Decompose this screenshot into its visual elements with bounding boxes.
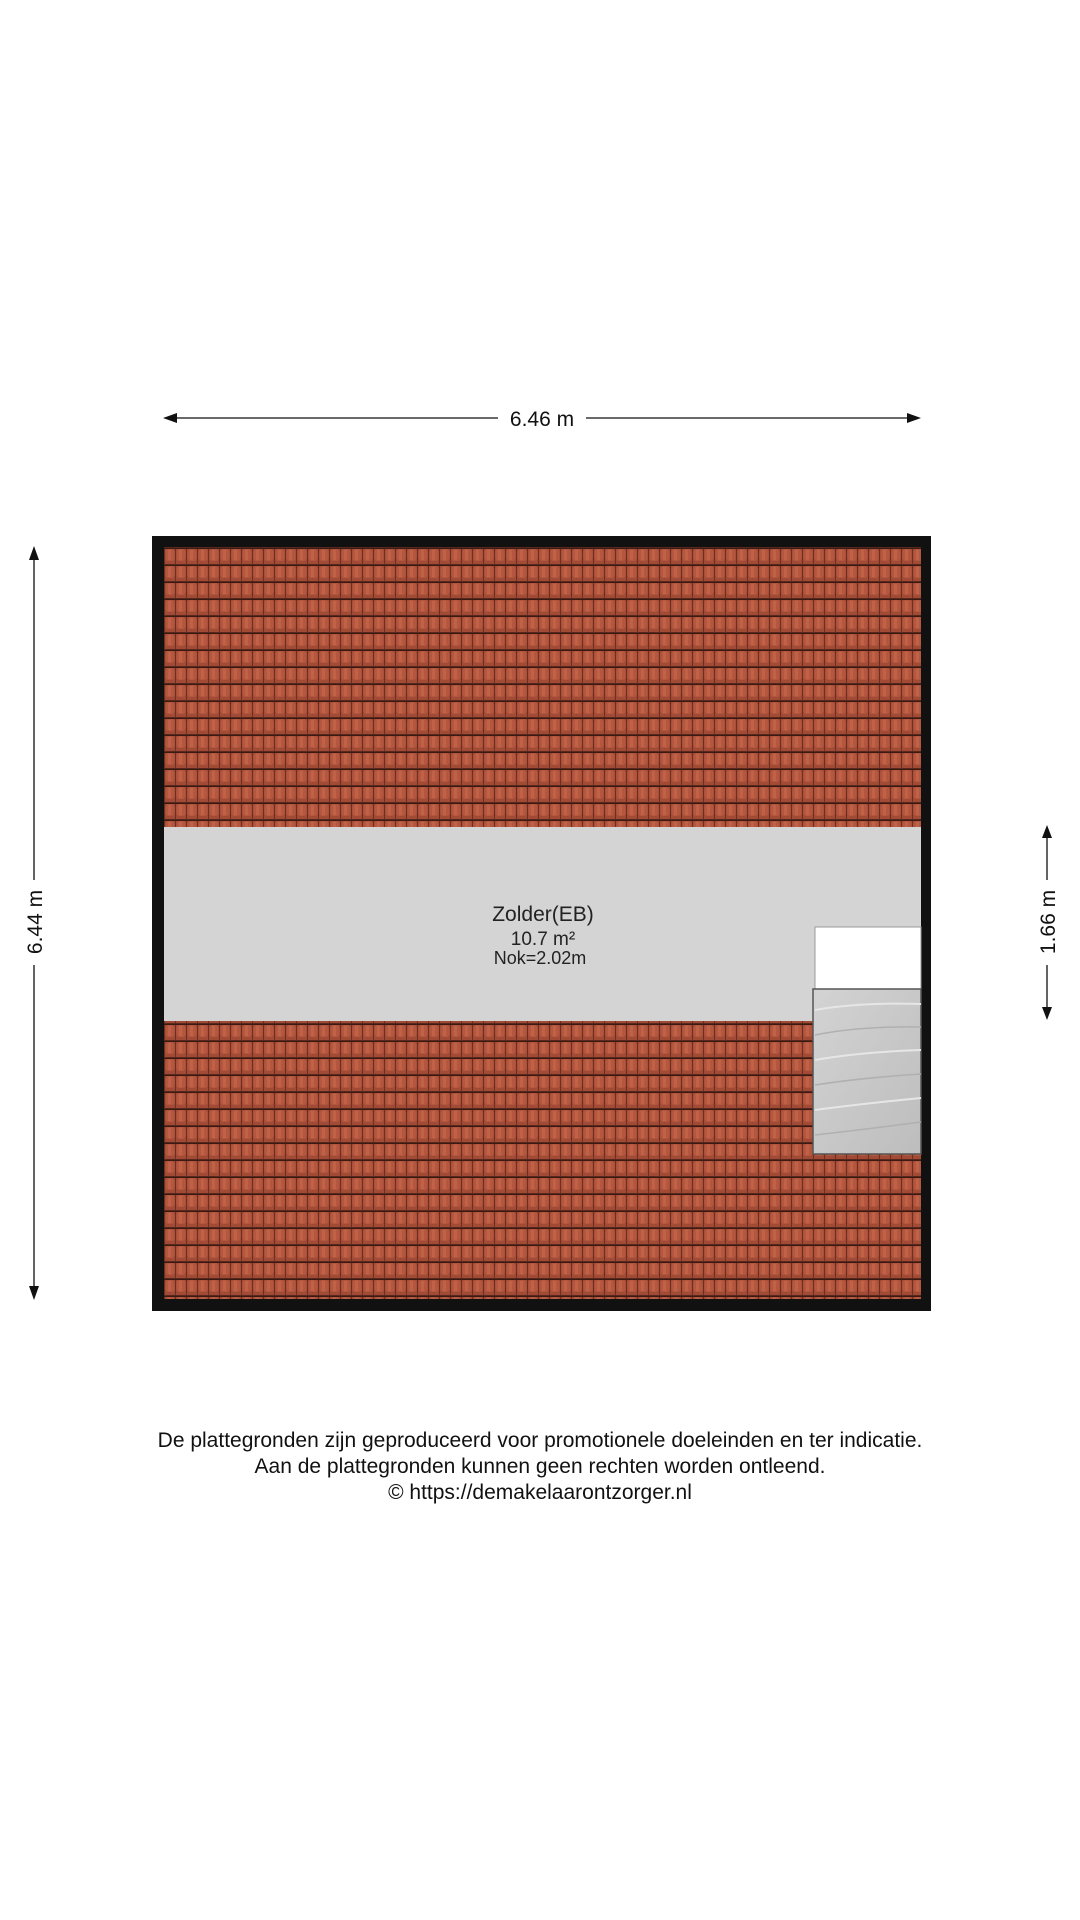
room-area: 10.7 m² xyxy=(510,929,576,950)
staircase xyxy=(813,989,921,1154)
height-label: 6.44 m xyxy=(24,889,47,955)
stair-opening xyxy=(815,927,921,989)
roof-tiles-bottom xyxy=(164,1021,921,1299)
width-label: 6.46 m xyxy=(509,408,575,431)
room-name: Zolder(EB) xyxy=(492,903,594,926)
room-ridge-height: Nok=2.02m xyxy=(493,948,587,968)
disclaimer-line-1: De plattegronden zijn geproduceerd voor promotionele doeleinden en ter indicatie. xyxy=(157,1429,923,1452)
disclaimer-line-2: Aan de plattegronden kunnen geen rechten worden ontleend. xyxy=(254,1455,826,1478)
copyright-link[interactable]: © https://demakelaarontzorger.nl xyxy=(388,1481,692,1504)
roof-tiles-top xyxy=(164,547,921,827)
disclaimer-footer xyxy=(0,1428,1080,1506)
opening-height-label: 1.66 m xyxy=(1037,889,1060,955)
